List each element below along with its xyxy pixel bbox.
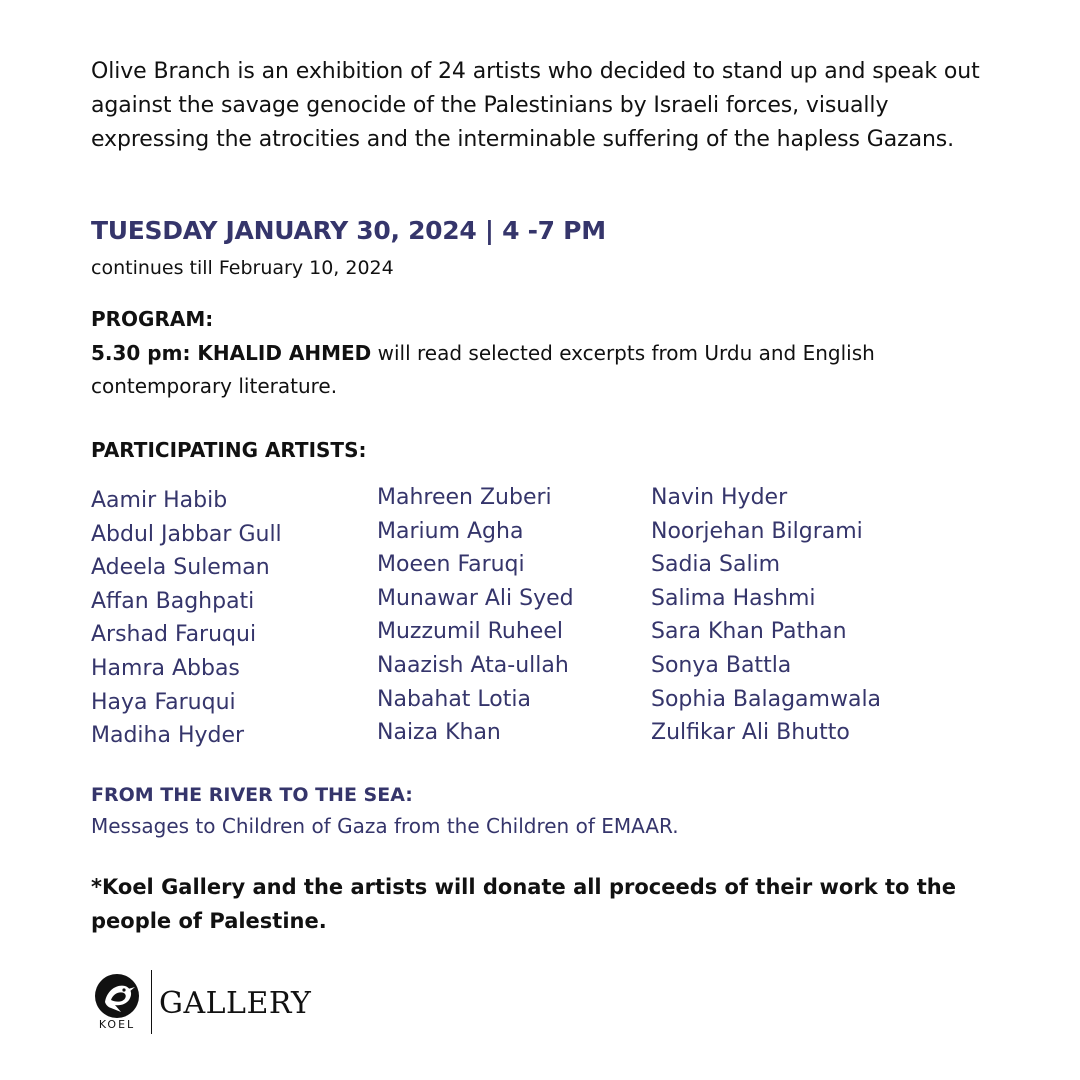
artist-name: Salima Hashmi [651, 585, 816, 611]
artist-name: Sara Khan Pathan [651, 619, 847, 645]
artists-heading: PARTICIPATING ARTISTS: [91, 438, 367, 462]
artist-name: Noorjehan Bilgrami [651, 518, 863, 544]
artist-name: Naiza Khan [377, 720, 501, 746]
artist-name: Sonya Battla [651, 652, 792, 678]
artist-name: Naazish Ata-ullah [377, 652, 569, 678]
artist-name: Haya Faruqui [91, 689, 236, 715]
program-item [91, 337, 991, 403]
artists-column-2 [377, 481, 574, 750]
artist-name: Abdul Jabbar Gull [91, 521, 282, 547]
koel-bird-icon [91, 972, 143, 1020]
artist-name: Moeen Faruqi [377, 552, 525, 578]
intro-paragraph: Olive Branch is an exhibition of 24 artists who decided to stand up and speak out against the savage genocide of the Palestinians by Israeli forces, visually expressing the atrocities and the interminable suffering of the hapless Gazans. [91, 59, 980, 152]
koel-gallery-logo [91, 968, 321, 1038]
artist-name: Navin Hyder [651, 485, 788, 510]
donation-note: *Koel Gallery and the artists will donate all proceeds of their work to the people of Palestine. [91, 875, 956, 933]
logo-koel-text: KOEL [98, 1018, 136, 1031]
artist-name: Sophia Balagamwala [651, 686, 882, 712]
river-heading: FROM THE RIVER TO THE SEA: [91, 784, 413, 806]
artist-name: Aamir Habib [91, 488, 228, 513]
program-heading: PROGRAM: [91, 307, 214, 331]
program-time-speaker: 5.30 pm: KHALID AHMED [91, 341, 372, 365]
artists-column-1 [91, 484, 282, 753]
event-continues: continues till February 10, 2024 [91, 257, 394, 279]
artist-name: Sadia Salim [651, 552, 781, 578]
artist-name: Marium Agha [377, 518, 524, 544]
artists-column-3 [651, 481, 881, 750]
artist-name: Affan Baghpati [91, 588, 255, 614]
event-date: TUESDAY JANUARY 30, 2024 | 4 -7 PM [91, 216, 606, 245]
artist-name: Adeela Suleman [91, 555, 270, 581]
artist-name: Hamra Abbas [91, 655, 240, 681]
artist-name: Mahreen Zuberi [377, 485, 552, 510]
river-text: Messages to Children of Gaza from the Children of EMAAR. [91, 814, 679, 838]
program-description: will read selected excerpts from Urdu and English contemporary literature. [91, 341, 875, 398]
artist-name: Zulfikar Ali Bhutto [651, 720, 850, 746]
logo-gallery-text: GALLERY [159, 986, 312, 1021]
artist-name: Muzzumil Ruheel [377, 619, 563, 645]
artist-name: Munawar Ali Syed [377, 585, 574, 611]
artist-name: Arshad Faruqui [91, 622, 257, 648]
artist-name: Nabahat Lotia [377, 686, 531, 712]
artist-name: Madiha Hyder [91, 723, 245, 749]
logo-divider [151, 970, 152, 1034]
